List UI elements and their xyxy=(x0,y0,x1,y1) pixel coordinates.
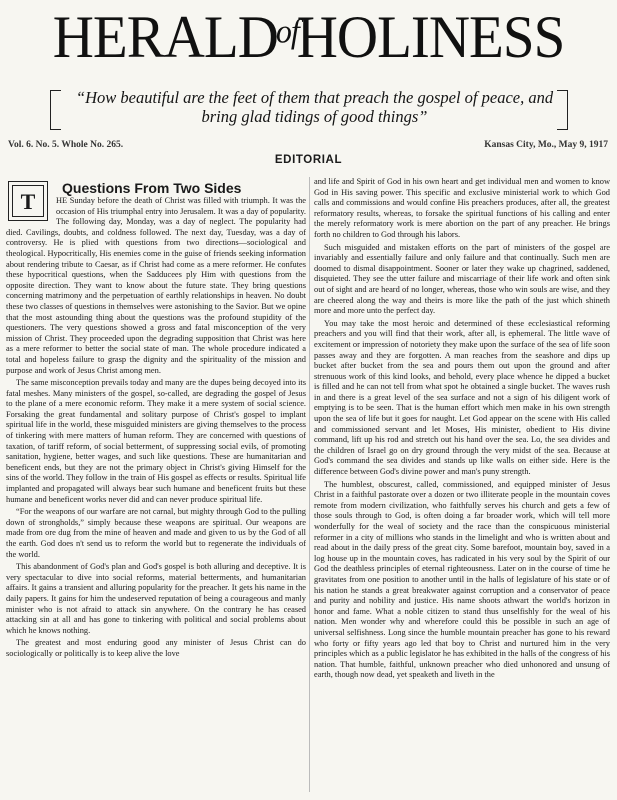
article-column-left xyxy=(6,177,306,795)
article-column-right xyxy=(314,177,610,795)
issue-info-bar xyxy=(8,140,608,154)
paragraph: and life and Spirit of God in his own heart and get individual men and women to know God in His saving power. This specific and exclusive ministerial work to which God calls and commissions and would confine His preachers produces, after all, the greatest reformatory results, whereas, to forsake the spiritual functions of his calling and enter the merely reformatory work is mere abortion on the part of any preacher. He brings forth no children to God through his labors. xyxy=(314,177,610,239)
paragraph: “For the weapons of our warfare are not carnal, but mighty through God to the pulling down of strongholds,” simply because these weapons are spiritual. Our weapons are made from ore dug from the mine of heaven and made and given to us by the God of all the earth. God does n't send us to reform the world but to regenerate the individuals of the world. xyxy=(6,507,306,559)
drop-cap-letter: T xyxy=(12,185,44,217)
motto-line-2: bring glad tidings of good things” xyxy=(201,107,428,126)
issue-place-date: Kansas City, Mo., May 9, 1917 xyxy=(484,140,608,150)
paragraph: This abandonment of God's plan and God's gospel is both alluring and deceptive. It is very spectacular to dive into social reforms, material betterments, and humanitarian affairs. It gains a transient and alluring popularity for the preacher. It gets his name in the daily papers. It gains for him the undeserved reputation of being a courageous and manly minister who is not afraid to attack sin anywhere. On the contrary he has ceased attacking sin at all and has gone to tinkering with political and social problems about which he knows nothing. xyxy=(6,562,306,635)
masthead xyxy=(0,2,617,71)
masthead-title xyxy=(0,0,617,71)
masthead-motto xyxy=(48,88,581,132)
column-divider xyxy=(309,177,310,792)
issue-volume-number: Vol. 6. No. 5. Whole No. 265. xyxy=(8,140,124,150)
paragraph: HE Sunday before the death of Christ was filled with triumph. It was the occasion of His triumphal entry into Jerusalem. It was a day of popularity. The following day, Monday, was a day of neglect. The popularity had died. Cavilings, doubts, and coldness followed. The next day, Tuesday, was a day of controversy. He is plied with questions from two directions—sociological and theological. Hypocritically, His enemies come in the guise of friends seeking information about rendering tribute to Caesar, as if Christ had come as a mere reformer. He confutes these hypocritical questions, when the Sadducees ply Him with questions from the opposite direction. They want to know about the future state. They bring questions concerning matrimony and the perpetuation of earthly relationships in heaven. No doubt these two classes of questions in themselves were astonishing to the Savior. But we opine that the most astounding thing about the questions was the profound stupidity of the questioners. The very questions showed a gross and fatal misconception of the very mission of Christ. They proceeded upon the degrading supposition that Christ was here as a mere reformer to better the social state of man. The whole procedure indicated a total and hopeless failure to grasp the dignity and the spirituality of the mission and purpose and work of Jesus Christ among men. xyxy=(6,196,306,375)
masthead-title-holiness: HOLINESS xyxy=(296,4,565,71)
paragraph: Such misguided and mistaken efforts on the part of ministers of the gospel are invariably and essentially failure and only failure and that continually. Such men are doomed to dismal disappointment. Sooner or later they wake up chagrined, saddened, disquieted. They see the utter failure and miscarriage of their life work and often sink out of sight and are heard of no longer, whereas, those who win souls are wise, and they are cheered along the way and theirs is more like the path of the just which shineth more and more unto the perfect day. xyxy=(314,242,610,316)
article-title: Questions From Two Sides xyxy=(62,180,242,196)
paragraph: The same misconception prevails today and many are the dupes being decoyed into its fatal meshes. Many ministers of the gospel, so-called, are degrading the gospel of Jesus to the plane of a mere economic reform. They make it a mere system of social science. Forsaking the great fundamental and solitary purpose of Christ's gospel to implant spiritual life in the world, these misguided ministers are giving themselves to the process of tinkering with mere matters of human reform. They are concerned with questions of taxation, of tariff reform, of social betterment, of suppressing social evils, of promoting sanitation, hygiene, better wages, and such like questions. These are humanitarian and beneficent ends, but they are not the primary object in Christ's giving Himself for the sins of the world. They follow in the train of His gospel as effects or results. Spiritual life implanted and propagated will always bear such humane and beneficent fruits but these humane and beneficent works never did and can never produce spiritual life. xyxy=(6,378,306,504)
paragraph: The humblest, obscurest, called, commissioned, and equipped minister of Jesus Christ in a faithful pastorate over a dozen or two illiterate people in the mountain coves remote from modern civilization, who faithfully serves his church and gets a few of those souls through to God, is often doing a far broader work, which will tell more wonderfully for the weal of society and the race than the conspicuous ministerial reformer in a city of millions who stands in the limelight and who is written about and read about in the daily press of the great city. Some barefoot, mountain boy, saved in a log house up in the mountain coves, has radicated in his very soul by the Spirit of our God the deathless principles of eternal righteousness. Later on in the course of time he gravitates from one position to another until in the halls of legislature of his state or of his nation he stands a great breakwater against corruption and a conservator of peace and purity and nobility and justice. His name shoots athwart the world's horizon in honor and fame. What a noble citizen to stand thus unselfishly for the weal of his nation. Men wonder why and wherefore could this be possible in such an age of universal selfishness. Long since the humble mountain preacher has gone to his reward who forty or fifty years ago led that boy to Christ and nurtured him in the very principles which as a public legislator he has exhibited in the halls of the congress of his nation. That humble, faithful, unknown preacher who died unhonored and unsung of earth, though now dead, yet speaketh and liveth in the xyxy=(314,479,610,680)
motto-line-1: “How beautiful are the feet of them that preach the gospel of peace, and xyxy=(75,88,554,107)
paragraph: The greatest and most enduring good any minister of Jesus Christ can do sociologically or politically is to keep alive the love xyxy=(6,638,306,658)
drop-cap-box xyxy=(8,181,48,221)
masthead-title-of: of xyxy=(275,11,299,50)
masthead-title-herald: HERALD xyxy=(52,4,278,71)
section-heading: EDITORIAL xyxy=(274,154,343,166)
paragraph: You may take the most heroic and determined of these ecclesiastical reforming preachers and you will find that their work, after all, is ephemeral. The little wave of excitement or impression of notoriety they make upon the surface of the sea of life soon passes away and they are forgotten. A man reaches from the seashore and dips up bucket after bucket from the sea and pours them out upon the ground and after strenuous work of this kind looks, and behold, every place whence he dipped a bucket is filled and he can not tell from what spot he obtained a single bucket. The waves rush in and there is a great level of the sea surface and not a sign of his diligent work of emptying is to be seen. That is the human effort which men make in his own strength upon the sea of life but it goes for naught. Let God appear on the scene with His called and commissioned servant and let Moses, His minister, obedient to His divine command, lift up his rod and stretch out his hand over the sea. Lo, the sea divides and the children of Israel go on dry ground through the very midst of the sea. Because at God's command the sea divides and stands up like walls on either side. Here is the difference between God's divine power and man's puny strength. xyxy=(314,318,610,477)
